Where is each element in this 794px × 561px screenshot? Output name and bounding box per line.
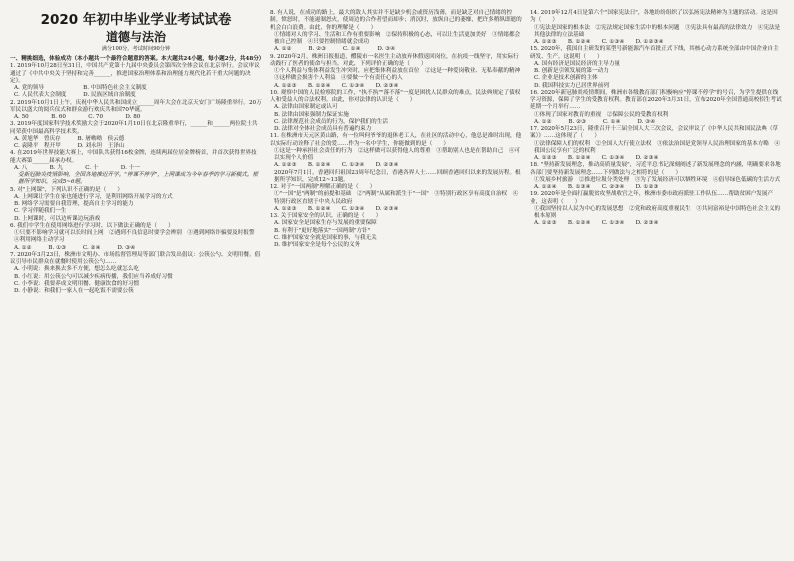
column-3-body bbox=[530, 10, 782, 228]
answer-options: B. 小红说：用公筷公勺可以减少疾病传播，我们应当养成好习惯 bbox=[14, 273, 173, 280]
page-title: 2020 年初中毕业学业考试试卷 bbox=[40, 12, 232, 28]
answer-options: A. ①② B. ②③ C. ①④ D. ③④ bbox=[274, 46, 396, 53]
question-stem: 15. 2020年，我国自主研发的某型号新能源汽车首批正式下线，其核心动力系统全部由中国企业自主研发、生产。这说明（ ） bbox=[530, 46, 779, 60]
question-stem: 3. 2019年度国家科学技术奖励大会于2020年1月10日在北京隆重举行，______和______两位院士共同荣获中国最高科学技术奖。 bbox=[10, 121, 258, 135]
answer-options: A. 法律由国家制定或认可 bbox=[274, 104, 338, 111]
answer-options: A. 黄旭华 曾庆存 B. 屠呦呦 侯云德 bbox=[14, 135, 125, 142]
answer-options: C. 企业是技术创新的主体 bbox=[534, 75, 598, 82]
question-stem: 13. 关于国家安全的认识，正确的是（ ） bbox=[270, 213, 382, 219]
question-stem: 1. 2019年10月28日至31日，中国共产党第十九届中央委员会第四次全体会议在北京举行。会议审议通过了《中共中央关于坚持和完善______，推进国家治理体系和治理能力现代化若干重大问题的决定》。 bbox=[10, 63, 260, 84]
column-1-body bbox=[10, 56, 265, 295]
answer-options: ①情绪对人的学习、生活和工作有重要影响 ②保持积极的心态，可以让生活更加美好 ③情绪都会被自己控制 ④只要控制情绪就会成功 bbox=[274, 31, 521, 45]
question-stem: 4. 在2019年世界技能大赛上，中国队共获得16枚金牌，连续两届位居金牌榜首，并首次获得世界技能大赛第______届承办权。 bbox=[10, 150, 257, 164]
answer-options: A. 50 B. 60 C. 70 D. 80 bbox=[14, 114, 141, 120]
answer-options: B. 创新是引领发展的第一动力 bbox=[534, 68, 609, 74]
answer-options: A. ①②③ B. ①②④ C. ①③④ D. ②③④ bbox=[274, 82, 399, 89]
answer-options: A. 国有经济是国民经济的主导力量 bbox=[534, 60, 620, 67]
answer-options: A. 小明说：换来换去多不方便，想怎么吃就怎么吃 bbox=[14, 266, 140, 273]
section-heading: 一、精挑细选，体验成功（本小题共一个最符合题意的答案。本大题共24小题，每小题2分，共48分） bbox=[10, 56, 265, 62]
question-stem: 12. 对于"一国两制"理解正确的是（ ） bbox=[270, 184, 376, 190]
answer-options: D. 小静说：和我们一家人在一起吃饭不需要公筷 bbox=[14, 288, 134, 294]
answer-options: A. ①② B. ①③ C. ②④ D. ③④ bbox=[14, 244, 136, 251]
question-stem: 11. 在株洲市天元区黄山路，有一位叫何爷爷的退休老工人，在社区的活动中心，他总是准时出现，他以实际行动诠释了社会的爱……作为一名中学生，你能做到的是（ ） bbox=[270, 133, 522, 147]
score-line: 满分100分，考试时间90分钟 bbox=[101, 46, 171, 52]
answer-options: D. 上网课时，可以边听课边玩游戏 bbox=[14, 215, 101, 222]
answer-options: A. 党的领导 B. 中国特色社会主义制度 bbox=[14, 85, 147, 91]
column-2 bbox=[270, 10, 526, 555]
answer-options: A. ①②③ B. ①②④ C. ①③④ D. ②③④ bbox=[534, 220, 659, 227]
answer-options: ①只要不影响学习就可以长时间上网 ②遇到不良信息时要学会辨别 ③遇到网络诈骗要及时报警 ④利用网络主动学习 bbox=[14, 230, 261, 244]
answer-options: B. 法律由国家强制力保证实施 bbox=[274, 111, 349, 118]
answer-options: ①我国坚持以人民为中心的发展思想 ②党和政府高度重视民生 ③共同富裕是中国特色社会主义的根本原则 bbox=[534, 205, 781, 219]
answer-options: D. 法律对全体社会成员具有普遍约束力 bbox=[274, 126, 372, 132]
answer-options: ①"一国"是"两制"的前提和基础 ②"两制"从属和派生于"一国" ③特别行政区享有高度自治权 ④特别行政区直辖于中央人民政府 bbox=[274, 191, 519, 205]
answer-options: A. ①②③ B. ①②④ C. ①③④ D. ②③④ bbox=[274, 205, 399, 212]
answer-options: ①个人利益与集体利益发生冲突时，应把集体利益放在首位 ②这是一种爱岗敬业、无私奉献的精神 ③这样做会损害个人利益 ④要做一个有责任心的人 bbox=[274, 68, 526, 82]
question-stem: 10. 观察中国的人民检察院的工作，"执不执""落不落"一度是困扰人民群众的难点，民法典规定了债权人和受益人的合法权利。由此，你对法律的认识是（ ） bbox=[270, 89, 521, 103]
answer-options: A. ①②③ B. ①②④ C. ①③④ D. ②③④ bbox=[534, 155, 659, 161]
question-stem: 6. 我们中学生在使用网络进行学习时，以下做法正确的是（ ） bbox=[10, 222, 174, 229]
question-stem: 8. 有人说，在成功的路上，最大的敌人其实并不是缺少机会或资历浅薄，而是缺乏对自己情绪的控制。愤怒时，不能遏制怒火，使周边的合作者望而却步；消沉时，放纵自己的萎靡，把许多稍纵即逝的机会白白浪费。由此，你的理解是（ ） bbox=[270, 10, 522, 31]
instruction-text: 2020年7月1日，香港回归祖国23周年纪念日，香港各界人士……回顾香港回归以来的发展历程。根据所学知识，完成12~13题。 bbox=[274, 169, 521, 183]
question-stem: 2. 2019年10月1日上午，庆祝中华人民共和国成立______周年大会在北京天安门广场隆重举行。20万军民以盛大的阅兵仪式和群众游行欢庆共和国70华诞。 bbox=[10, 99, 262, 113]
answer-options: C. 学习伴随我们一生 bbox=[14, 208, 67, 215]
answer-options: C. 法律规范社会成员的行为，保护我们的生活 bbox=[274, 118, 388, 125]
question-stem: 17. 2020年5月23日，隆重召开十三届全国人大三次会议，会议审议了《中华人民共和国民法典（草案）》……这体现了（ ） bbox=[530, 126, 779, 140]
question-stem: 16. 2020年新冠肺炎疫情期间，株洲市各级教育部门积极响应"停课不停学"的号召，为学生提供在线学习资源，保障了学生的受教育权利。教育部在2020年3月31日，宣布2020年全国普通高校招生考试延期一个月举行…… bbox=[530, 89, 782, 111]
answer-options: D. 维护国家安全是每个公民的义务 bbox=[274, 242, 361, 248]
answer-options: ①法律保障人们的权利 ②全国人大行使立法权 ③依法治国是党领导人民治理国家的基本方略 ④我国公民享有广泛的权利 bbox=[534, 140, 781, 154]
column-1 bbox=[10, 10, 265, 555]
answer-options: ①体现了国家对教育的重视 ②保障公民的受教育权利 bbox=[534, 111, 669, 118]
question-stem: 5. 对"上网课"，下列认识不正确的是（ ） bbox=[10, 186, 123, 193]
page-subtitle: 道德与法治 bbox=[105, 30, 166, 44]
question-stem: 14. 2019年12月4日是第六个"国家宪法日"，各地纷纷组织了以弘扬宪法精神为主题的活动。这是因为（ ） bbox=[530, 10, 778, 24]
answer-options: C. 人民代表大会制度 D. 民族区域自治制度 bbox=[14, 92, 136, 99]
answer-options: A. ①②③ B. ①②④ C. ①③④ D. ②③④ bbox=[274, 162, 399, 169]
question-stem: 9. 2020年2月，株洲日报报道，醴陵市一名医生主动放弃休假返回岗位，在抗疫一线坚守，用实际行动践行了医者的使命与担当。对此，下列评价正确的是（ ） bbox=[270, 53, 519, 67]
answer-options: A. ①②④ B. ①③④ C. ②③④ D. ①②③ bbox=[534, 184, 659, 190]
answer-options: ①这是一种承担社会责任的行为 ②这样做可以获得他人的尊重 ③帮助别人也是在帮助自己 ④可以实现个人价值 bbox=[274, 147, 521, 161]
instruction-text: 受新冠肺炎疫情影响，全国各地推迟开学。"停课不停学"，上网课成为今年春季的学习新模式。根据所学知识，完成5~6题。 bbox=[18, 172, 259, 186]
answer-options: ①发展乡村旅游 ②推进垃圾分类处理 ③为了发展经济可以牺牲环境 ④倡导绿色低碳的生活方式 bbox=[534, 176, 781, 183]
answer-options: D. 我国科技实力已居世界前列 bbox=[534, 82, 609, 89]
question-stem: 7. 2020年3月23日，株洲市文明办、市场监督管理局等部门联合发出倡议：公筷公勺、文明用餐。倡议引导市民群众在就餐时使用公筷公勺…… bbox=[10, 251, 261, 265]
column-3 bbox=[530, 10, 782, 555]
answer-options: A. 上网课让学生在家也能进行学习，是利用网络开展学习的方式 bbox=[14, 193, 173, 200]
answer-options: C. 袁隆平 程开甲 D. 刘永坦 王泽山 bbox=[14, 143, 125, 149]
answer-options: A. ①②③ B. ①②④ C. ①③④ D. ①②③④ bbox=[534, 39, 664, 45]
answer-options: C. 小李说：我要养成文明用餐、健康饮食的好习惯 bbox=[14, 280, 140, 287]
answer-options: A. 八 B. 九 C. 十 D. 十一 bbox=[14, 164, 140, 171]
question-stem: 18. "坚持新发展理念，推动高质量发展"，习近平总书记深刻阐述了新发展理念的内涵，明确要求各地各部门要坚持新发展理念……下列做法与之相符的是（ ） bbox=[530, 162, 781, 176]
answer-options: A. ①② B. ②③ C. ①④ D. ③④ bbox=[534, 118, 656, 125]
answer-options: B. 网络学习需要自我管理，提高自主学习的能力 bbox=[14, 201, 134, 207]
answer-options: C. 维护国家安全就是国家的事，与我无关 bbox=[274, 234, 377, 241]
answer-options: B. 有利于"更好地落实"一国两制"方针" bbox=[274, 227, 371, 234]
answer-options: ①宪法是国家的根本法 ②宪法规定国家生活中的根本问题 ③宪法具有最高的法律效力 ④宪法是其他法律的立法基础 bbox=[534, 24, 781, 38]
answer-options: A. 国家安全是国家生存与发展的重要保障 bbox=[274, 220, 377, 227]
column-2-body bbox=[270, 10, 526, 249]
question-stem: 19. 2020年是全面打赢脱贫攻坚战收官之年，株洲市委市政府派驻工作队伍……帮助贫困户发展产业，这表明（ ） bbox=[530, 191, 774, 205]
